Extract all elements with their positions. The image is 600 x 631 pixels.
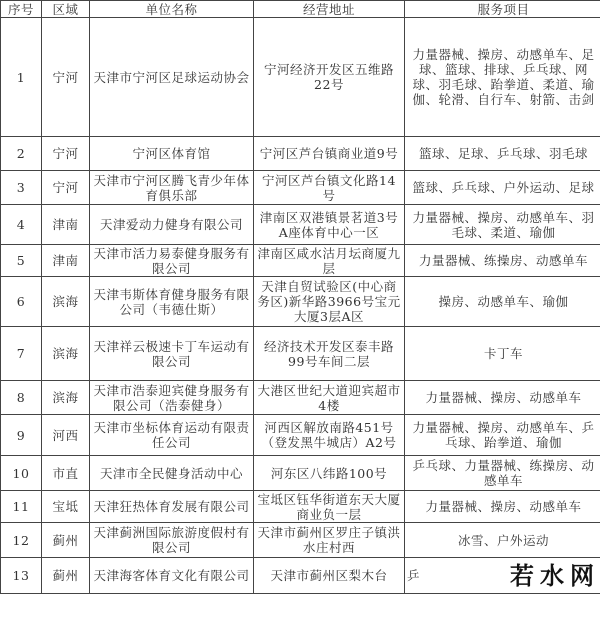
header-row	[1, 1, 600, 18]
row-number: 7	[1, 327, 42, 381]
row-unit-name: 天津祥云极速卡丁车运动有限公司	[90, 327, 254, 381]
row-area: 市直	[42, 456, 90, 491]
row-services: 冰雪、户外运动	[457, 532, 549, 548]
row-address: 大港区世纪大道迎宾超市4楼	[254, 381, 405, 415]
row-services-cell	[405, 381, 600, 415]
table-row	[1, 137, 600, 171]
table-row	[1, 415, 600, 456]
row-services-cell	[405, 523, 600, 558]
table-row	[1, 205, 600, 245]
row-area: 津南	[42, 245, 90, 277]
row-address: 天津自贸试验区(中心商务区)新华路3966号宝元大厦3层A区	[254, 277, 405, 327]
table-row	[1, 381, 600, 415]
row-services-cell	[405, 491, 600, 523]
row-services-cell	[405, 456, 600, 491]
row-number: 6	[1, 277, 42, 327]
row-services: 力量器械、操房、动感单车、足球、篮球、排球、乒乓球、网球、羽毛球、跆拳道、柔道、瑜伽、轮滑、自行车、射箭、击剑	[412, 47, 595, 107]
row-number: 9	[1, 415, 42, 456]
row-services-cell	[405, 558, 600, 594]
table-row	[1, 171, 600, 205]
row-services: 操房、动感单车、瑜伽	[438, 294, 569, 309]
row-services-cell	[405, 277, 600, 327]
row-unit-name: 天津爱动力健身有限公司	[90, 205, 254, 245]
row-services-cell	[405, 18, 600, 137]
row-address: 宁河区芦台镇商业道9号	[254, 137, 405, 171]
row-unit-name: 天津市宁河区足球运动协会	[90, 18, 254, 137]
row-area: 河西	[42, 415, 90, 456]
row-number: 3	[1, 171, 42, 205]
row-address: 津南区双港镇景茗道3号A座体育中心一区	[254, 205, 405, 245]
row-address: 宁河经济开发区五维路22号	[254, 18, 405, 137]
row-number: 12	[1, 523, 42, 558]
table-row	[1, 327, 600, 381]
row-address: 河东区八纬路100号	[254, 456, 405, 491]
table-row	[1, 558, 600, 594]
row-address: 津南区咸水沽月坛商厦九层	[254, 245, 405, 277]
row-area: 宝坻	[42, 491, 90, 523]
row-address: 天津市蓟州区梨木台	[254, 558, 405, 594]
row-area: 津南	[42, 205, 90, 245]
table-row	[1, 245, 600, 277]
row-unit-name: 宁河区体育馆	[90, 137, 254, 171]
row-services: 篮球、乒乓球、户外运动、足球	[412, 180, 595, 195]
row-area: 宁河	[42, 18, 90, 137]
row-unit-name: 天津市浩泰迎宾健身服务有限公司（浩泰健身）	[90, 381, 254, 415]
row-services-cell	[405, 137, 600, 171]
header-no: 序号	[1, 1, 42, 18]
row-services: 卡丁车	[483, 346, 523, 361]
row-address: 河西区解放南路451号（登发黑牛城店）A2号	[254, 415, 405, 456]
row-unit-name: 天津海客体育文化有限公司	[90, 558, 254, 594]
row-address: 经济技术开发区泰丰路99号车间二层	[254, 327, 405, 381]
row-services: 力量器械、操房、动感单车、羽毛球、柔道、瑜伽	[412, 209, 595, 240]
row-number: 10	[1, 456, 42, 491]
row-services: 篮球、足球、乒乓球、羽毛球	[418, 146, 588, 161]
table-row	[1, 456, 600, 491]
row-services-cell	[405, 245, 600, 277]
row-services-cell	[405, 171, 600, 205]
row-number: 4	[1, 205, 42, 245]
row-number: 5	[1, 245, 42, 277]
row-area: 宁河	[42, 171, 90, 205]
row-services: 乒乓球、力量器械、练操房、动感单车	[412, 458, 595, 488]
row-services-cell	[405, 327, 600, 381]
row-address: 宁河区芦台镇文化路14号	[254, 171, 405, 205]
header-name: 单位名称	[90, 1, 254, 18]
row-area: 滨海	[42, 327, 90, 381]
row-number: 8	[1, 381, 42, 415]
table-row	[1, 523, 600, 558]
table-row	[1, 277, 600, 327]
row-address: 宝坻区钰华街道东天大厦商业负一层	[254, 491, 405, 523]
row-unit-name: 天津市活力易泰健身服务有限公司	[90, 245, 254, 277]
row-area: 滨海	[42, 277, 90, 327]
row-services: 力量器械、操房、动感单车	[425, 390, 582, 405]
row-unit-name: 天津市全民健身活动中心	[90, 456, 254, 491]
header-services: 服务项目	[405, 1, 600, 18]
row-services: 力量器械、练操房、动感单车	[418, 253, 588, 268]
row-services: 乒	[407, 568, 421, 583]
row-services-cell	[405, 415, 600, 456]
watermark-logo: 若水网	[510, 561, 600, 590]
row-services: 力量器械、操房、动感单车、乒乓球、跆拳道、瑜伽	[412, 420, 595, 450]
row-number: 11	[1, 491, 42, 523]
table-row	[1, 18, 600, 137]
row-area: 蓟州	[42, 523, 90, 558]
row-address: 天津市蓟州区罗庄子镇洪水庄村西	[254, 523, 405, 558]
row-area: 滨海	[42, 381, 90, 415]
row-unit-name: 天津市宁河区腾飞青少年体育俱乐部	[90, 171, 254, 205]
header-area: 区域	[42, 1, 90, 18]
row-number: 13	[1, 558, 42, 594]
row-services-cell	[405, 205, 600, 245]
row-unit-name: 天津韦斯体育健身服务有限公司（韦德仕斯）	[90, 277, 254, 327]
row-area: 宁河	[42, 137, 90, 171]
row-number: 1	[1, 18, 42, 137]
row-unit-name: 天津市坐标体育运动有限责任公司	[90, 415, 254, 456]
row-area: 蓟州	[42, 558, 90, 594]
row-number: 2	[1, 137, 42, 171]
row-services: 力量器械、操房、动感单车	[425, 499, 582, 514]
table-row	[1, 491, 600, 523]
row-unit-name: 天津狂热体育发展有限公司	[90, 491, 254, 523]
row-unit-name: 天津蓟洲国际旅游度假村有限公司	[90, 523, 254, 558]
header-address: 经营地址	[254, 1, 405, 18]
